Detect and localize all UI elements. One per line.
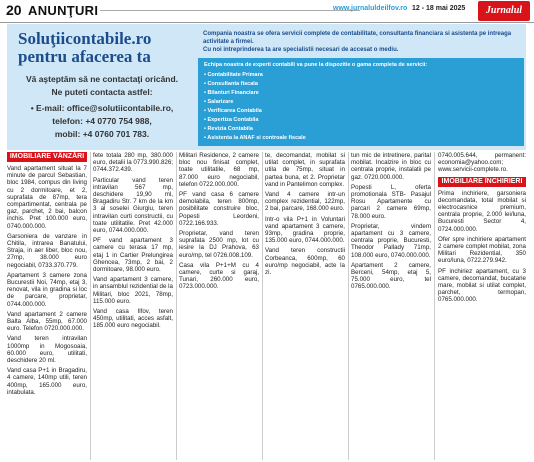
site-url[interactable]: www.jurnaluldeilfov.ro [333,5,408,12]
column-1 [7,152,87,460]
classified-ad: PF inchiriez apartament, cu 3 camere, decomandat, bucatarie mare, mobilat si utilat complet, parchet, termopan, 0765.000.000. [438,267,526,304]
classified-ad: Vand apartament 2 camere Balta Alba, 55mp, 67.000 euro. Telefon 0720.000.000. [7,310,87,333]
service-item: • Expertiza Contabila [204,117,259,123]
classified-ad: Casa vila P+1+M cu 4 camere, curte si garaj, Tunari, 260.000 euro, 0723.000.000. [179,261,259,291]
classified-ad: PF vand apartament 3 camere cu terasa 17 mp, etaj 1 in Cartier Prelungirea Ghencea, 73mp, 2 bai, 2 dormitoare, 98.000 euro. [93,237,173,274]
classified-ad: Popesti L, oferta promotionala STB- Pasajul Rosu Apartamente cu parcari 2 camere 69mp, 78.000 euro. [351,183,431,220]
service-item: • Asistenta la ANAF si controale fiscale [204,135,306,141]
classified-ad: fete totala 280 mp, 380.000 euro, detalii la 0773.990.826; 0744.372.439. [93,152,173,174]
service-item: • Salarizare [204,99,234,105]
issue-date: 12 - 18 mai 2025 [412,5,466,12]
classified-ad: te, decomandat, mobilat si utilat complet, in suprafata utila de 75mp, situat in partea buna, et 2. Proprietar vand in Pantelimon complex. [265,152,345,188]
classified-ad: Vand apartament 3 camere, in ansamblul rezidential de la Militari, bloc 2021, 78mp, 115.000 euro. [93,276,173,305]
classified-ad: Ofer spre inchiriere apartament 2 camere complet mobilat, zona Militari Rezidential, 350 euro/luna, 0722.279.942. [438,235,526,265]
ad-intro: Compania noastra se ofera servicii complete de contabilitate, consultanta financiara si asistenta pe intreaga activitate a firmei. Cu noi intreprinderea ta are specialistii necesari de accesat o mediu. [203,31,512,53]
classified-ad: Particular vand teren intravilan 567 mp, deschidere 19,90 ml, Bragadiru Str. 7 km de la km 3 al soselei Giurgiu, teren intravilan curti constructii, cu toate utilitatile. Pret 42.000 euro, 0744.000.000. [93,176,173,235]
classified-ad: Apartament 2 camere, Berceni, 54mp, etaj 5, 75.000 euro, tel 0765.000.000. [351,261,431,291]
ad-services-box [198,58,524,146]
ad-services-title: Echipa noastra de experti contabili va pune la dispozitie o gama completa de servicii: [204,62,428,68]
ad-contact-block: Vă aşteptăm să ne contactaţi oricând. Ne puteti contacta astfel: • E-mail: office@solutiicontabile.ro, telefon: +4 0770 754 988, mobil: +4 0760 701 783. [25,74,179,139]
classified-ad: Vand teren constructii Corbeanca, 600mp, 60 euro/mp negociabil, acte la zi. [265,247,345,277]
service-item: • Revizia Contabila [204,126,253,132]
classified-ad: tun mic de intretinere, parital mobilat. Incalzire in bloc cu centrala proprie, instalatii pe gaz. 0720.000.000. [351,152,431,181]
classified-ad: Apartament 3 camere zona Bucurestii Noi, 74mp, etaj 3, renovat, vila in gradina si loc de parcare, proprietar, 0744.000.000. [7,271,87,308]
service-item: • Consultanta fiscala [204,81,258,87]
column-divider [176,152,177,460]
column-divider [434,152,435,460]
column-4 [265,152,345,460]
column-5 [351,152,431,460]
service-item: • Contabilitate Primara [204,72,263,78]
classified-ad: Vand apartament situat la 7 minute de parcul Sebastian, bloc 1984, compus din living cu 2 dormitoare, et 2, suprafata de 87mp, tera compartimentat, centrala pe gaz, parchet, 2 bai, balcon inchis. Pret 100.000 euro, 0740.000.000. [7,165,87,230]
service-item: • Bilanturi Financiare [204,90,259,96]
header-rule [100,10,360,11]
classified-ad: Proprietar, vand teren suprafata 2500 mp, lot cu iesire la DJ Prahova, 63 euro/mp, tel 0726.008.109. [179,230,259,259]
classified-ad: Militari Residence, 2 camere bloc nou finisat complet, toate utilitatile, 68 mp, 87.000 euro negociabil, telefon 0722.000.000. [179,152,259,188]
classified-ad: Vand casa Ilfov, teren 450mp, utilitati, acces asfalt, 185.000 euro negociabil. [93,308,173,330]
column-divider [348,152,349,460]
section-heading-sales: IMOBILIARE VÂNZĂRI [7,152,87,162]
column-divider [90,152,91,460]
section-heading-rentals: IMOBILIARE ÎNCHIRIERI [438,177,526,187]
column-3 [179,152,259,460]
section-title: ANUNŢURI [28,3,99,18]
classified-ad: Intr-o vila P+1 in Voluntari vand apartament 3 camere, 93mp, gradina proprie, 135.000 euro, 0744.000.000. [265,215,345,245]
column-divider [262,152,263,460]
ad-title: Soluţiicontabile.ro pentru afacerea ta [18,29,152,66]
classified-ad: Vand teren intravilan 1000mp in Mogosoaia, 60.000 euro, utilitati, deschidere 20 ml. [7,335,87,365]
page-number: 20 [6,2,22,18]
newspaper-logo: Jurnalul [478,1,530,21]
service-item: • Verificarea Contabila [204,108,262,114]
classified-ad: 0740.005.644, permanent: economia@yahoo.com; www.servicii-complete.ro. [438,152,526,174]
column-2 [93,152,173,460]
column-6 [438,152,526,460]
classified-ad: Proprietar, vindem apartament cu 3 camere, centrala proprie, Bucuresti, Theodor Pallady 71mp, 108.000 euro, 0740.000.000. [351,222,431,259]
classified-ad: Prima inchiriere, garsoniera decomandata, total mobilat si electrocasnice premium, centrala proprie, 2.000 lei/luna, Bucuresti Sector 4, 0724.000.000. [438,189,526,233]
classified-ad: Vand casa P+1 in Bragadiru, 4 camere, 140mp utili, teren 400mp, 165.000 euro, intabulata. [7,367,87,396]
classified-ad: Vand 4 camere intr-un complex rezidential, 122mp, 2 bai, parcare, 168.000 euro. [265,191,345,213]
classified-ad: Garsoniera de vanzare in Chitila, intrarea Banatului, Straja, in aer liber, bloc nou, 27mp, 38.000 euro negociabil, 0733.370.779. [7,232,87,269]
page-header [0,0,534,23]
classified-ad: PF vand casa 6 camere demolabila, teren 800mp, posibilitate construire bloc, Popesti Leordeni, 0722.166.933. [179,191,259,227]
